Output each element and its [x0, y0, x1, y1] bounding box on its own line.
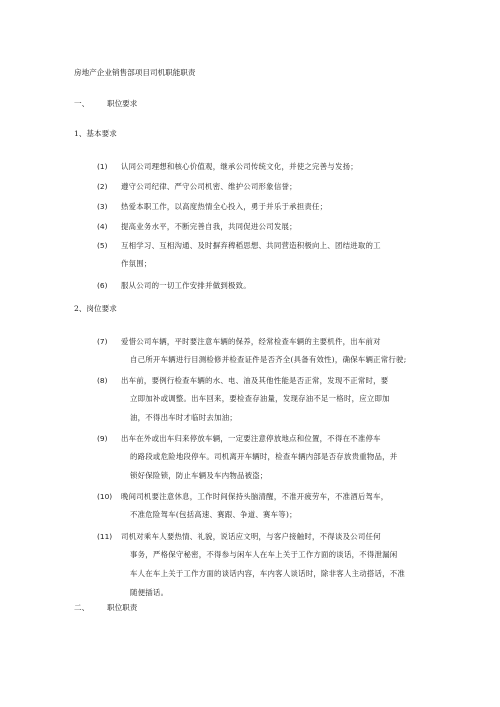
item-text: 锁好保险锁，防止车辆及车内物品被盗；: [130, 471, 268, 480]
item-number: (4): [97, 222, 108, 231]
item-text: 随便插话。: [130, 588, 169, 597]
section-2-label: 职位职责: [107, 603, 138, 612]
post-requirements-heading: 2、岗位要求: [74, 304, 117, 313]
basic-requirements-heading: 1、基本要求: [74, 129, 117, 138]
item-text: 立即加补或调整。出车回来，要检查存油量，发现存油不足一格时，应立即加: [130, 394, 390, 403]
item-text: 事务，严格保守秘密，不得参与闲车人在车上关于工作方面的谈话，不得泄漏闲: [130, 550, 398, 559]
item-text: 的路段或危险地段停车。司机离开车辆时，检查车辆内部是否存放贵重物品，并: [130, 452, 398, 461]
item-number: (3): [97, 202, 108, 211]
item-text: 晚间司机要注意休息，工作时间保持头脑清醒，不准开疲劳车，不准酒后驾车，: [121, 492, 389, 501]
item-text: 作氛围；: [121, 259, 152, 268]
item-number: (11): [97, 532, 113, 541]
item-number: (8): [97, 376, 108, 385]
item-text: 互相学习、互相沟通、及时摒弃稗稻思想、共同营造积极向上、团结进取的工: [121, 241, 381, 250]
item-text: 车人在车上关于工作方面的谈话内容，车内客人谈话时，除非客人主动搭话，不准: [130, 569, 406, 578]
section-1-number: 一、: [74, 99, 90, 108]
item-number: (1): [97, 162, 108, 171]
item-text: 司机对乘车人要热情、礼貌，说话应文明，与客户接触时，不得谈及公司任何: [121, 532, 381, 541]
item-number: (6): [97, 281, 108, 290]
item-text: 认同公司理想和核心价值观，继承公司传统文化，并使之完善与发扬；: [121, 162, 358, 171]
item-text: 出车在外或出车归来停放车辆，一定要注意停放地点和位置，不得在不准停车: [121, 434, 381, 443]
item-text: 出车前，要例行检查车辆的水、电、油及其他性能是否正常，发现不正常时，要: [121, 376, 389, 385]
item-text: 服从公司的一切工作安排并做到极致。: [121, 281, 251, 290]
item-number: (7): [97, 337, 108, 346]
document-title: 房地产企业销售部项目司机职能职责: [74, 68, 196, 77]
item-text: 热爱本职工作，以高度热情全心投入，勇于并乐于承担责任；: [121, 202, 328, 211]
section-1-label: 职位要求: [107, 99, 138, 108]
item-number: (2): [97, 182, 108, 191]
item-number: (9): [97, 434, 108, 443]
section-2-number: 二、: [74, 603, 90, 612]
item-number: (5): [97, 241, 108, 250]
item-text: 提高业务水平，不断完善自我，共同促进公司发展；: [121, 222, 297, 231]
item-number: (10): [97, 492, 113, 501]
item-text: 不准危险驾车(包括高速、赛跟、争道、赛车等)；: [130, 510, 297, 519]
item-text: 自己所开车辆进行目测检修并检查证件是否齐全(具备有效性)，确保车辆正常行驶;: [130, 355, 407, 364]
item-text: 油，不得出车时才临时去加油；: [130, 413, 237, 422]
item-text: 遵守公司纪律、严守公司机密、维护公司形象信誉；: [121, 182, 297, 191]
item-text: 爱惜公司车辆，平时要注意车辆的保养，经常检查车辆的主要机件，出车前对: [121, 337, 381, 346]
